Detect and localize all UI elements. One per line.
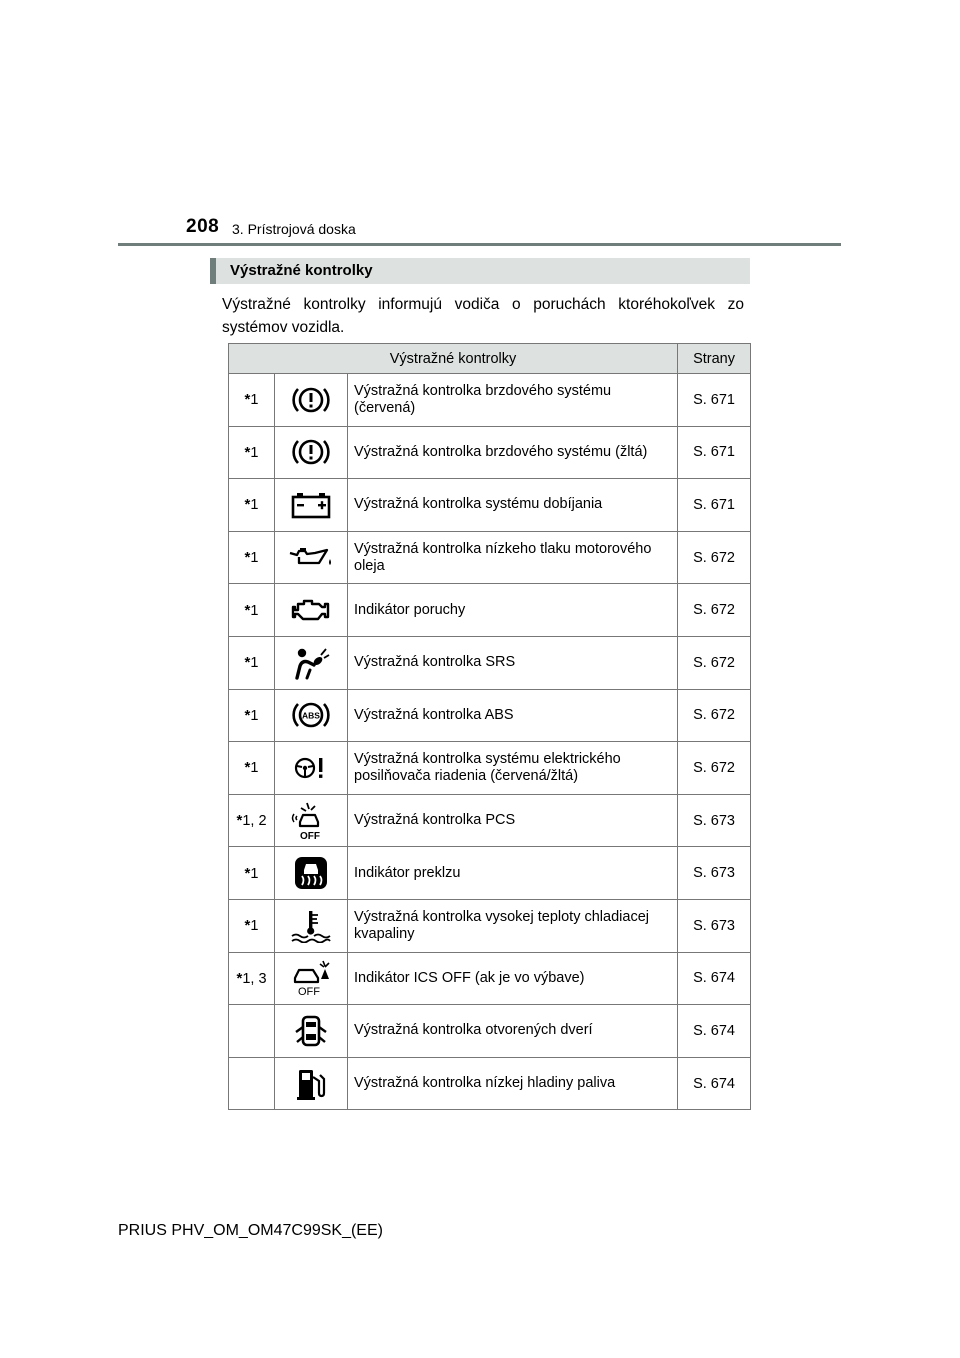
description-cell: Výstražná kontrolka otvorených dverí bbox=[348, 1005, 678, 1058]
description-cell: Výstražná kontrolka SRS bbox=[348, 636, 678, 689]
description-cell: Indikátor ICS OFF (ak je vo výbave) bbox=[348, 952, 678, 1005]
description-cell: Výstražná kontrolka nízkej hladiny paliva bbox=[348, 1057, 678, 1110]
table-row bbox=[229, 479, 751, 532]
footnote-cell bbox=[229, 636, 275, 689]
page-ref-cell: S. 674 bbox=[678, 952, 751, 1005]
footnote-cell bbox=[229, 479, 275, 532]
description-cell: Výstražná kontrolka ABS bbox=[348, 689, 678, 742]
icon-cell bbox=[275, 426, 348, 479]
icon-cell bbox=[275, 899, 348, 952]
description-cell: Indikátor preklzu bbox=[348, 847, 678, 900]
footnote-ref: 1 bbox=[250, 444, 259, 461]
footnote-star: * bbox=[244, 549, 251, 567]
table-row bbox=[229, 847, 751, 900]
footnote-star: * bbox=[244, 391, 251, 409]
footnote-star: * bbox=[244, 654, 251, 672]
icon-cell bbox=[275, 794, 348, 847]
ics-off-icon bbox=[275, 959, 347, 997]
icon-cell bbox=[275, 531, 348, 584]
description-cell: Výstražná kontrolka PCS bbox=[348, 794, 678, 847]
footnote-cell bbox=[229, 584, 275, 637]
footer-model: PRIUS PHV_OM_OM47C99SK_(EE) bbox=[118, 1222, 383, 1239]
footnote-star: * bbox=[244, 706, 251, 724]
section-bar bbox=[210, 258, 750, 284]
page-ref-cell: S. 672 bbox=[678, 742, 751, 795]
footnote-ref: 1 bbox=[250, 655, 259, 672]
table-row bbox=[229, 742, 751, 795]
footnote-cell bbox=[229, 426, 275, 479]
footnote-ref: 1 bbox=[250, 865, 259, 882]
icon-cell bbox=[275, 636, 348, 689]
footnote-star: * bbox=[244, 601, 251, 619]
icon-cell bbox=[275, 847, 348, 900]
footnote-cell bbox=[229, 374, 275, 427]
table-row bbox=[229, 899, 751, 952]
footnote-cell bbox=[229, 847, 275, 900]
footnote-cell bbox=[229, 1005, 275, 1058]
skid-icon bbox=[275, 856, 347, 890]
svg-text:OFF: OFF bbox=[298, 986, 320, 998]
coolant-temp-icon bbox=[275, 909, 347, 943]
footnote-cell bbox=[229, 689, 275, 742]
footnote-star: * bbox=[244, 917, 251, 935]
table-row bbox=[229, 584, 751, 637]
page-ref-cell: S. 672 bbox=[678, 636, 751, 689]
page-ref-cell: S. 671 bbox=[678, 374, 751, 427]
abs-icon bbox=[275, 698, 347, 732]
icon-cell bbox=[275, 479, 348, 532]
description-cell: Výstražná kontrolka systému elektrického posilňovača riadenia (červená/žltá) bbox=[348, 742, 678, 795]
icon-cell bbox=[275, 584, 348, 637]
footnote-ref: 1 bbox=[250, 760, 259, 777]
footnote-ref: 1 bbox=[250, 392, 259, 409]
icon-cell bbox=[275, 689, 348, 742]
battery-icon bbox=[275, 490, 347, 520]
page-ref-cell: S. 673 bbox=[678, 847, 751, 900]
intro-paragraph: Výstražné kontrolky informujú vodiča o poruchách ktoréhokoľvek zo systémov vozidla. bbox=[222, 296, 744, 336]
footnote-cell bbox=[229, 899, 275, 952]
footnote-ref: 1, 3 bbox=[242, 970, 267, 987]
page-number: 208 bbox=[186, 216, 220, 237]
chapter-title: 3. Prístrojová doska bbox=[232, 221, 356, 237]
page-ref-cell: S. 671 bbox=[678, 479, 751, 532]
page-ref-cell: S. 673 bbox=[678, 794, 751, 847]
footnote-ref: 1 bbox=[250, 602, 259, 619]
description-cell: Výstražná kontrolka vysokej teploty chladiacej kvapaliny bbox=[348, 899, 678, 952]
header-warning-lights: Výstražné kontrolky bbox=[229, 344, 678, 374]
footnote-cell bbox=[229, 742, 275, 795]
footnote-ref: 1 bbox=[250, 918, 259, 935]
footnote-star: * bbox=[244, 496, 251, 514]
footnote-cell bbox=[229, 794, 275, 847]
footnote-ref: 1, 2 bbox=[242, 813, 267, 830]
page-ref-cell: S. 674 bbox=[678, 1005, 751, 1058]
footnote-star: * bbox=[236, 969, 243, 987]
table-row bbox=[229, 426, 751, 479]
description-cell: Výstražná kontrolka brzdového systému (červená) bbox=[348, 374, 678, 427]
page-ref-cell: S. 672 bbox=[678, 689, 751, 742]
warning-lights-table bbox=[228, 343, 751, 1110]
icon-cell bbox=[275, 374, 348, 427]
page-ref-cell: S. 671 bbox=[678, 426, 751, 479]
footnote-star: * bbox=[244, 864, 251, 882]
table-row bbox=[229, 1057, 751, 1110]
table-row bbox=[229, 689, 751, 742]
table-row bbox=[229, 531, 751, 584]
brake-warning-icon bbox=[275, 436, 347, 468]
page-ref-cell: S. 674 bbox=[678, 1057, 751, 1110]
footnote-ref: 1 bbox=[250, 497, 259, 514]
footnote-star: * bbox=[244, 443, 251, 461]
footnote-star: * bbox=[236, 812, 243, 830]
table-row bbox=[229, 952, 751, 1005]
header-rule bbox=[118, 243, 841, 246]
icon-cell bbox=[275, 1057, 348, 1110]
footnote-star: * bbox=[244, 759, 251, 777]
icon-cell bbox=[275, 1005, 348, 1058]
table-row bbox=[229, 1005, 751, 1058]
steering-warning-icon bbox=[275, 754, 347, 782]
brake-warning-icon bbox=[275, 384, 347, 416]
table-row bbox=[229, 374, 751, 427]
footnote-ref: 1 bbox=[250, 707, 259, 724]
footnote-cell bbox=[229, 531, 275, 584]
fuel-icon bbox=[275, 1067, 347, 1101]
footnote-cell bbox=[229, 952, 275, 1005]
svg-text:OFF: OFF bbox=[300, 830, 320, 841]
oil-can-icon bbox=[275, 545, 347, 571]
airbag-icon bbox=[275, 645, 347, 681]
table-row bbox=[229, 794, 751, 847]
description-cell: Výstražná kontrolka brzdového systému (žltá) bbox=[348, 426, 678, 479]
pcs-off-icon bbox=[275, 801, 347, 841]
section-title: Výstražné kontrolky bbox=[230, 262, 373, 279]
icon-cell bbox=[275, 952, 348, 1005]
table-header-row bbox=[229, 344, 751, 374]
engine-icon bbox=[275, 595, 347, 625]
page-ref-cell: S. 673 bbox=[678, 899, 751, 952]
page-ref-cell: S. 672 bbox=[678, 584, 751, 637]
icon-cell bbox=[275, 742, 348, 795]
description-cell: Výstražná kontrolka systému dobíjania bbox=[348, 479, 678, 532]
table-row bbox=[229, 636, 751, 689]
svg-text:ABS: ABS bbox=[302, 710, 320, 721]
description-cell: Indikátor poruchy bbox=[348, 584, 678, 637]
description-cell: Výstražná kontrolka nízkeho tlaku motorového oleja bbox=[348, 531, 678, 584]
footnote-ref: 1 bbox=[250, 550, 259, 567]
open-door-icon bbox=[275, 1013, 347, 1049]
header-pages: Strany bbox=[678, 344, 751, 374]
footnote-cell bbox=[229, 1057, 275, 1110]
page-ref-cell: S. 672 bbox=[678, 531, 751, 584]
